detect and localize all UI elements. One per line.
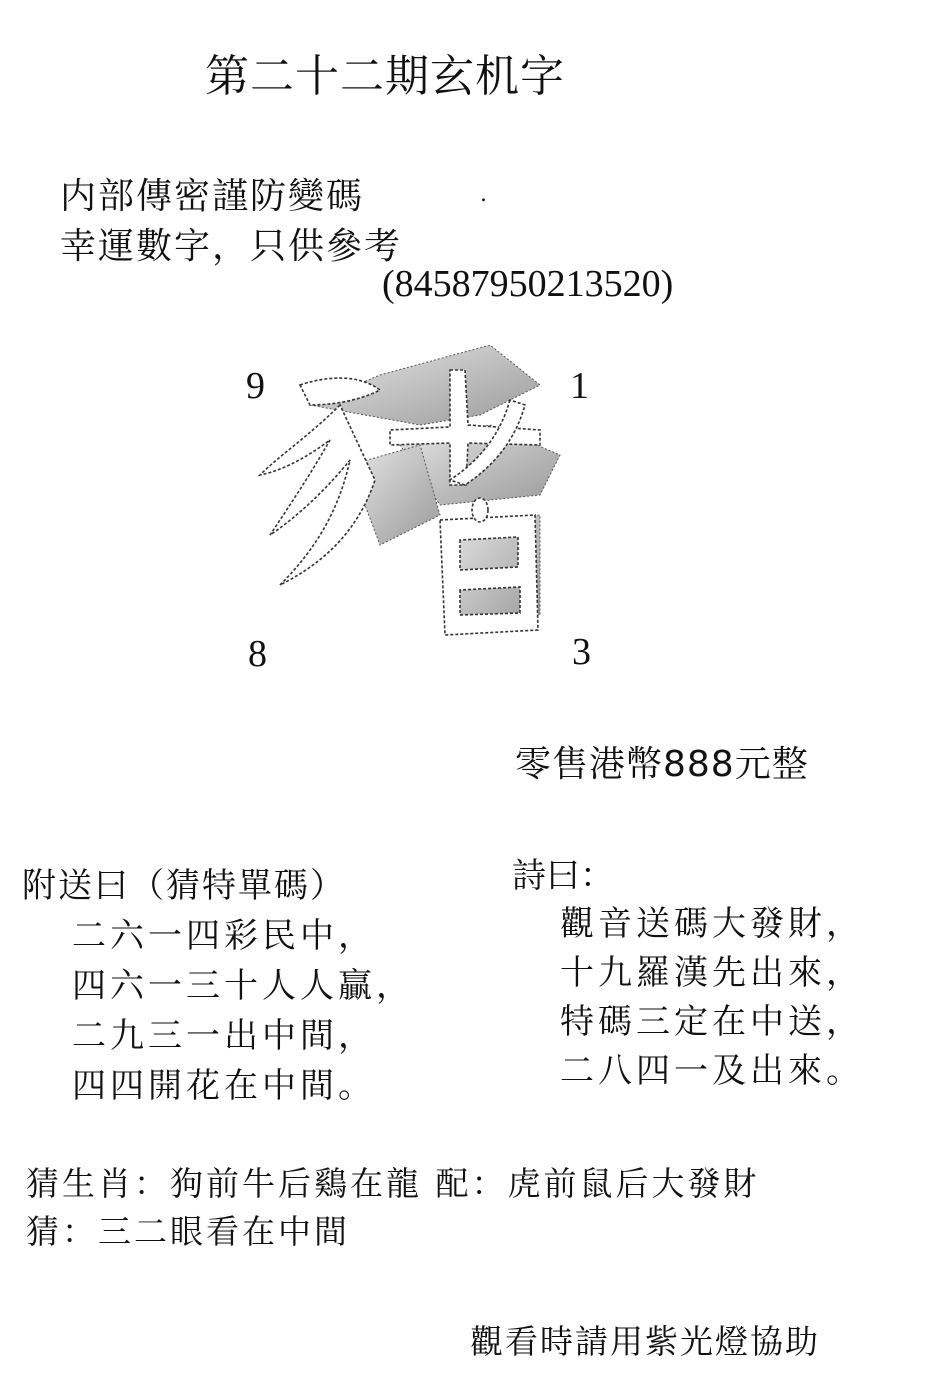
- zodiac-guess: 猜生肖：狗前牛后鷄在龍 配：虎前鼠后大發財: [26, 1164, 760, 1203]
- gift-line: 二六一四彩民中，: [72, 916, 376, 956]
- gift-line: 四六一三十人人贏，: [72, 966, 414, 1006]
- poem-line: 觀音送碼大發財，: [560, 904, 864, 944]
- intro-line-1: 内部傳密謹防變碼: [60, 176, 365, 217]
- figure-number-bottom-left: 8: [248, 633, 267, 675]
- figure-number-top-right: 1: [570, 365, 589, 407]
- figure-number-top-left: 9: [246, 365, 265, 407]
- intro-line-2: 幸運數字，只供參考: [60, 226, 403, 267]
- poem-line: 十九羅漢先出來，: [560, 953, 864, 993]
- intro-dot: .: [480, 182, 487, 207]
- poem-line: 二八四一及出來。: [560, 1051, 864, 1091]
- poem-heading: 詩曰：: [512, 856, 614, 896]
- retail-price: 零售港幣888元整: [515, 744, 809, 785]
- gift-line: 四四開花在中間。: [72, 1066, 376, 1106]
- pig-character-figure: [240, 345, 580, 645]
- number-guess: 猜：三二眼看在中間: [26, 1212, 350, 1251]
- gift-heading: 附送曰（猜特單碼）: [22, 866, 346, 906]
- lucky-number-code: (84587950213520): [382, 263, 674, 305]
- figure-number-bottom-right: 3: [572, 631, 591, 673]
- page-title: 第二十二期玄机字: [205, 51, 565, 102]
- gift-line: 二九三一出中間，: [72, 1016, 376, 1056]
- poem-line: 特碼三定在中送，: [560, 1002, 864, 1042]
- footer-note: 觀看時請用紫光燈協助: [470, 1322, 820, 1361]
